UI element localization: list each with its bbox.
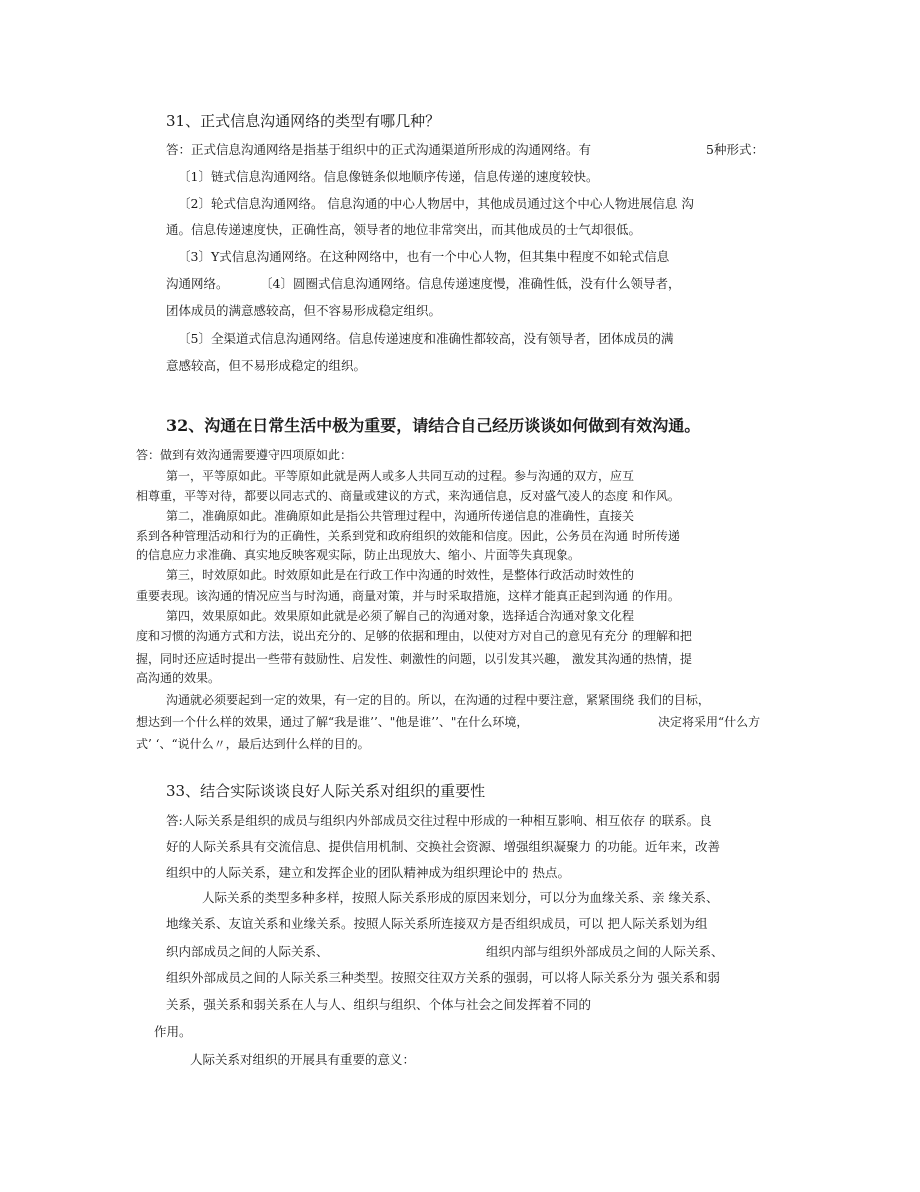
- q33-answer-line: 关系，强关系和弱关系在人与人、组织与组织、个体与社会之间发挥着不同的: [166, 997, 592, 1012]
- q31-answer-line: 答：正式信息沟通网络是指基于组织中的正式沟通渠道所形成的沟通网络。有: [166, 142, 592, 157]
- q31-answer-line: 团体成员的满意感较高，但不容易形成稳定组织。: [166, 303, 442, 318]
- q32-answer-line: 握，同时还应适时提出一些带有鼓励性、启发性、刺激性的问题，以引发其兴趣， 激发其沟通的热情，提: [136, 652, 692, 666]
- q32-answer-line: 度和习惯的沟通方式和方法，说出充分的、足够的依据和理由，以使对方对自己的意见有充分 的理解和把: [136, 629, 692, 643]
- q33-answer-line: 组织中的人际关系，建立和发挥企业的团队精神成为组织理论中的 热点。: [166, 865, 570, 880]
- q31-answer-line: 〔5〕全渠道式信息沟通网络。信息传递速度和准确性都较高，没有领导者，团体成员的满: [178, 331, 674, 346]
- q31-answer-line: 〔2〕轮式信息沟通网络。 信息沟通的中心人物居中，其他成员通过这个中心人物进展信息 沟: [178, 196, 694, 211]
- q33-answer-line: 人际关系对组织的开展具有重要的意义：: [190, 1052, 416, 1067]
- q31-answer-line: 通。信息传递速度快，正确性高，领导者的地位非常突出，而其他成员的士气却很低。: [166, 222, 642, 237]
- q32-answer-line: 的信息应力求准确、真实地反映客观实际，防止出现放大、缩小、片面等失真现象。: [136, 548, 581, 562]
- q32-title: 32、沟通在日常生活中极为重要，请结合自己经历谈谈如何做到有效沟通。: [166, 416, 701, 435]
- q32-answer-line: 第二，准确原如此。准确原如此是指公共管理过程中，沟通所传递信息的准确性，直接关: [166, 509, 635, 523]
- q32-answer-line: 重要表现。该沟通的情况应当与时沟通，商量对策，并与时采取措施，这样才能真正起到沟通 的作用。: [136, 589, 680, 603]
- q33-answer-line: 组织外部成员之间的人际关系三种类型。按照交往双方关系的强弱，可以将人际关系分为 强关系和弱: [166, 970, 720, 985]
- q33-answer-line: 好的人际关系具有交流信息、提供信用机制、交换社会资源、增强组织凝聚力 的功能。近年来，改善: [166, 839, 720, 854]
- q31-answer-line: 〔1〕链式信息沟通网络。信息像链条似地顺序传递，信息传递的速度较快。: [178, 169, 599, 184]
- q32-answer-line: 决定将采用“什么方: [658, 715, 761, 729]
- q32-answer-line: 式’ ‘、“说什么〃，最后达到什么样的目的。: [136, 737, 370, 751]
- q33-answer-line: 地缘关系、友谊关系和业缘关系。按照人际关系所连接双方是否组织成员，可以 把人际关系划为组: [166, 916, 708, 931]
- q31-answer-line: 5种形式：: [706, 142, 764, 157]
- q33-answer-line: 组织内部与组织外部成员之间的人际关系、: [486, 944, 724, 959]
- q33-answer-line: 作用。: [154, 1024, 192, 1039]
- q33-answer-line: 答:人际关系是组织的成员与组织内外部成员交往过程中形成的一种相互影响、相互依存 的联系。良: [166, 813, 712, 828]
- q32-answer-line: 第三，时效原如此。时效原如此是在行政工作中沟通的时效性，是整体行政活动时效性的: [166, 568, 635, 582]
- q32-answer-line: 答：做到有效沟通需要遵守四项原如此：: [136, 448, 353, 462]
- q31-answer-line: 沟通网络。: [166, 276, 229, 291]
- q31-answer-line: 〔3〕Y式信息沟通网络。在这种网络中，也有一个中心人物，但其集中程度不如轮式信息: [178, 249, 670, 264]
- q33-title: 33、结合实际谈谈良好人际关系对组织的重要性: [166, 782, 486, 800]
- q32-answer-line: 第一，平等原如此。平等原如此就是两人或多人共同互动的过程。参与沟通的双方，应互: [166, 469, 635, 483]
- q32-answer-line: 想达到一个什么样的效果，通过了解“我是谁’’、"他是谁’’、"在什么环境，: [136, 715, 529, 729]
- q32-answer-line: 相尊重，平等对待，都要以同志式的、商量或建议的方式，来沟通信息，反对盛气凌人的态度 和作风。: [136, 489, 680, 503]
- q33-answer-line: 人际关系的类型多种多样，按照人际关系形成的原因来划分，可以分为血缘关系、亲 缘关系、: [202, 890, 719, 905]
- q32-answer-line: 高沟通的效果。: [136, 671, 221, 685]
- q31-answer-line: 〔4〕圆圈式信息沟通网络。信息传递速度慢，准确性低，没有什么领导者，: [260, 276, 681, 291]
- q31-title: 31、正式信息沟通网络的类型有哪几种？: [166, 112, 441, 130]
- q31-answer-line: 意感较高，但不易形成稳定的组织。: [166, 358, 367, 373]
- q32-answer-line: 系到各种管理活动和行为的正确性，关系到党和政府组织的效能和信度。因此，公务员在沟通 时所传递: [136, 529, 680, 543]
- q32-answer-line: 第四，效果原如此。效果原如此就是必须了解自己的沟通对象，选择适合沟通对象文化程: [166, 609, 635, 623]
- q32-answer-line: 沟通就必须要起到一定的效果，有一定的目的。所以，在沟通的过程中要注意，紧紧围绕 我们的目标，: [166, 693, 710, 707]
- q33-answer-line: 织内部成员之间的人际关系、: [166, 944, 329, 959]
